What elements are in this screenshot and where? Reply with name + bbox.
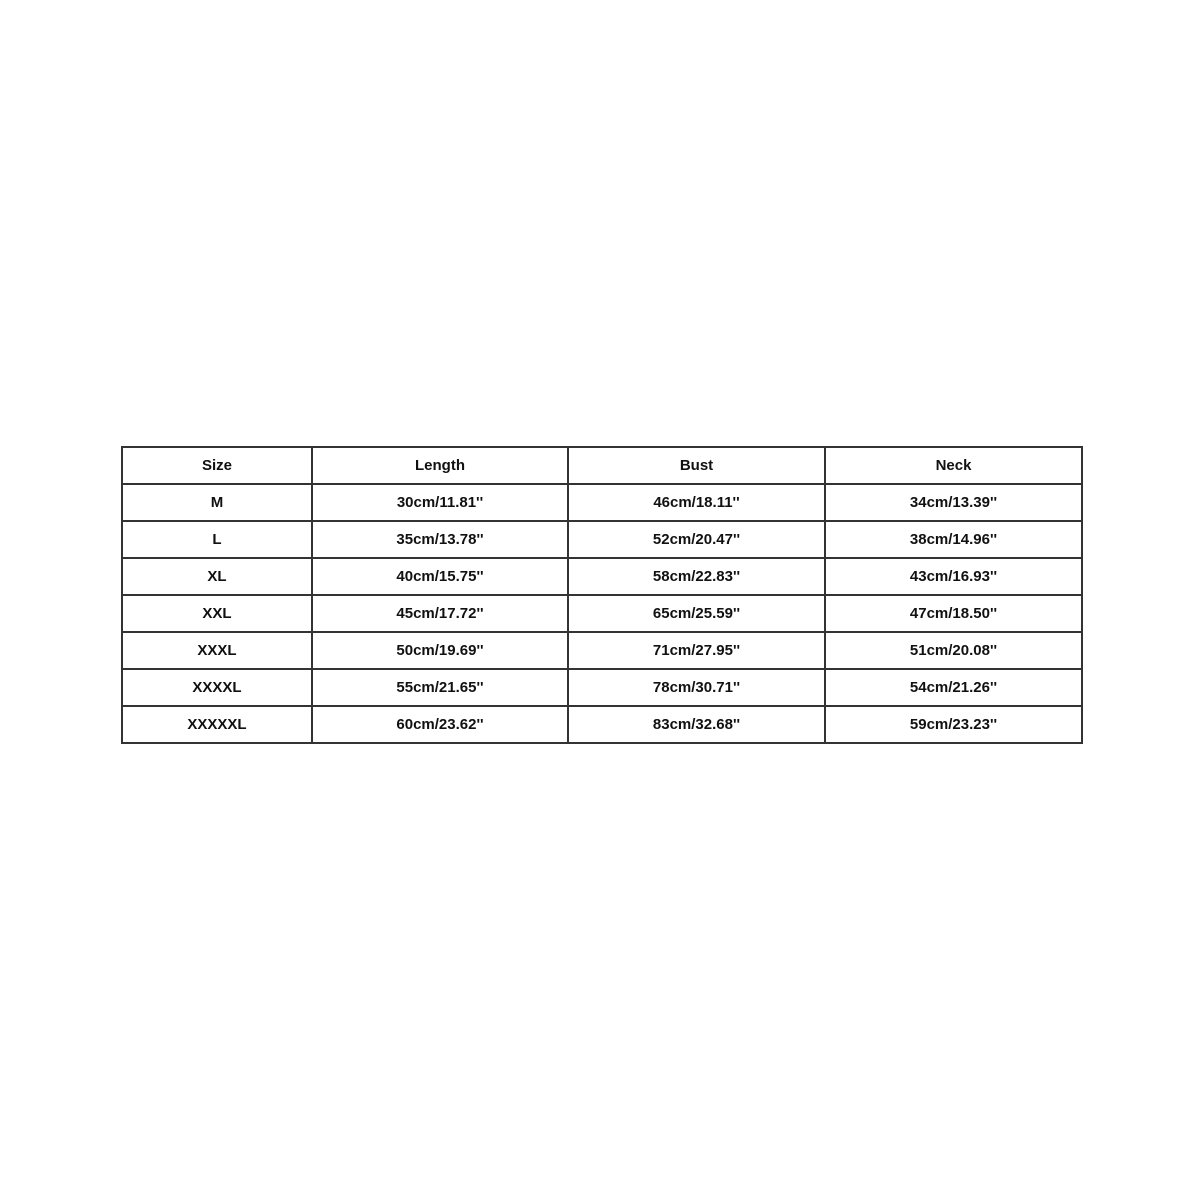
table-row (122, 521, 1082, 558)
table-row (122, 632, 1082, 669)
cell-length: 60cm/23.62'' (312, 706, 568, 743)
table-header-row (122, 447, 1082, 484)
cell-length: 35cm/13.78'' (312, 521, 568, 558)
cell-bust: 78cm/30.71'' (568, 669, 825, 706)
cell-bust: 65cm/25.59'' (568, 595, 825, 632)
cell-bust: 83cm/32.68'' (568, 706, 825, 743)
cell-neck: 47cm/18.50'' (825, 595, 1082, 632)
cell-bust: 71cm/27.95'' (568, 632, 825, 669)
cell-length: 40cm/15.75'' (312, 558, 568, 595)
table-row (122, 706, 1082, 743)
cell-neck: 43cm/16.93'' (825, 558, 1082, 595)
cell-size: XXL (122, 595, 312, 632)
table-row (122, 484, 1082, 521)
cell-neck: 54cm/21.26'' (825, 669, 1082, 706)
table-row (122, 669, 1082, 706)
cell-neck: 59cm/23.23'' (825, 706, 1082, 743)
cell-neck: 51cm/20.08'' (825, 632, 1082, 669)
header-size: Size (122, 447, 312, 484)
table-row (122, 595, 1082, 632)
cell-size: XXXL (122, 632, 312, 669)
cell-size: XL (122, 558, 312, 595)
cell-size: XXXXL (122, 669, 312, 706)
cell-size: L (122, 521, 312, 558)
size-chart-table (121, 446, 1083, 744)
table-row (122, 558, 1082, 595)
cell-length: 30cm/11.81'' (312, 484, 568, 521)
cell-length: 45cm/17.72'' (312, 595, 568, 632)
cell-size: XXXXXL (122, 706, 312, 743)
cell-length: 55cm/21.65'' (312, 669, 568, 706)
cell-bust: 58cm/22.83'' (568, 558, 825, 595)
cell-size: M (122, 484, 312, 521)
header-bust: Bust (568, 447, 825, 484)
cell-neck: 34cm/13.39'' (825, 484, 1082, 521)
cell-bust: 46cm/18.11'' (568, 484, 825, 521)
cell-bust: 52cm/20.47'' (568, 521, 825, 558)
header-length: Length (312, 447, 568, 484)
header-neck: Neck (825, 447, 1082, 484)
cell-length: 50cm/19.69'' (312, 632, 568, 669)
cell-neck: 38cm/14.96'' (825, 521, 1082, 558)
